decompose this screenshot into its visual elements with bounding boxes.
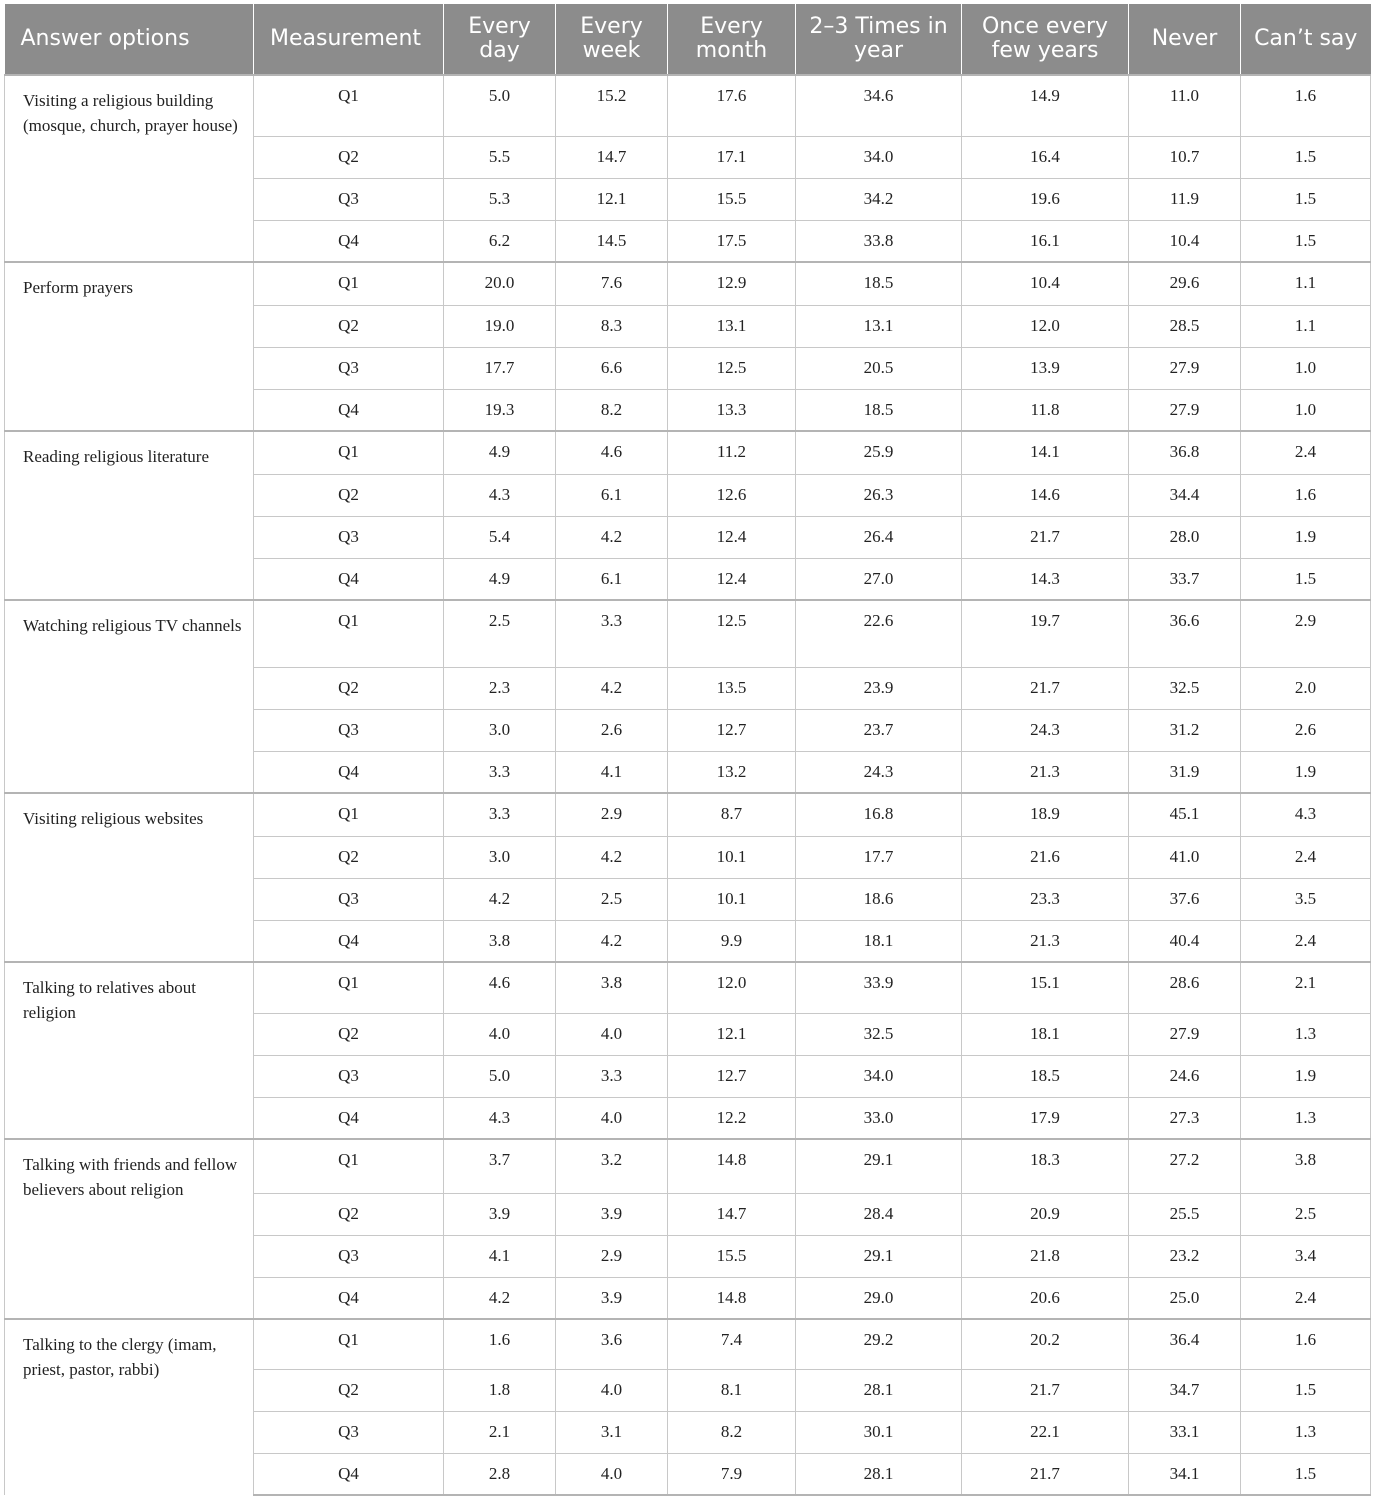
value-cell: 24.6 — [1129, 1055, 1241, 1097]
value-cell: 4.0 — [556, 1013, 668, 1055]
value-cell: 34.0 — [796, 136, 962, 178]
value-cell: 29.0 — [796, 1277, 962, 1319]
measurement-cell: Q3 — [254, 516, 444, 558]
value-cell: 1.6 — [1241, 75, 1371, 136]
value-cell: 4.2 — [556, 516, 668, 558]
measurement-cell: Q3 — [254, 1235, 444, 1277]
value-cell: 2.5 — [1241, 1193, 1371, 1235]
header-cant-say: Can’t say — [1241, 4, 1371, 75]
value-cell: 14.3 — [962, 558, 1129, 600]
value-cell: 10.7 — [1129, 136, 1241, 178]
value-cell: 20.5 — [796, 347, 962, 389]
value-cell: 15.5 — [668, 178, 796, 220]
value-cell: 14.7 — [556, 136, 668, 178]
value-cell: 7.9 — [668, 1453, 796, 1495]
table-row — [5, 262, 1371, 305]
measurement-cell: Q1 — [254, 793, 444, 836]
value-cell: 21.7 — [962, 667, 1129, 709]
value-cell: 16.8 — [796, 793, 962, 836]
table-row — [5, 962, 1371, 1013]
header-every-week: Every week — [556, 4, 668, 75]
value-cell: 3.2 — [556, 1139, 668, 1193]
value-cell: 40.4 — [1129, 920, 1241, 962]
value-cell: 1.9 — [1241, 516, 1371, 558]
value-cell: 2.6 — [1241, 709, 1371, 751]
value-cell: 18.6 — [796, 878, 962, 920]
value-cell: 17.7 — [796, 836, 962, 878]
value-cell: 28.0 — [1129, 516, 1241, 558]
value-cell: 8.7 — [668, 793, 796, 836]
header-row — [5, 4, 1371, 75]
value-cell: 12.4 — [668, 558, 796, 600]
measurement-cell: Q2 — [254, 1369, 444, 1411]
value-cell: 28.1 — [796, 1453, 962, 1495]
value-cell: 10.4 — [1129, 220, 1241, 262]
value-cell: 28.5 — [1129, 305, 1241, 347]
value-cell: 1.0 — [1241, 389, 1371, 431]
table-row — [5, 1319, 1371, 1369]
value-cell: 12.4 — [668, 516, 796, 558]
value-cell: 12.0 — [668, 962, 796, 1013]
value-cell: 4.0 — [556, 1453, 668, 1495]
value-cell: 2.4 — [1241, 920, 1371, 962]
value-cell: 4.9 — [444, 431, 556, 474]
measurement-cell: Q4 — [254, 751, 444, 793]
value-cell: 20.0 — [444, 262, 556, 305]
answer-option-label: Talking with friends and fellow believers about religion — [5, 1139, 254, 1319]
answer-option-label: Talking to the clergy (imam, priest, pastor, rabbi) — [5, 1319, 254, 1495]
value-cell: 1.6 — [1241, 474, 1371, 516]
value-cell: 12.0 — [962, 305, 1129, 347]
value-cell: 3.3 — [556, 600, 668, 667]
value-cell: 18.1 — [796, 920, 962, 962]
value-cell: 3.7 — [444, 1139, 556, 1193]
value-cell: 25.0 — [1129, 1277, 1241, 1319]
value-cell: 25.9 — [796, 431, 962, 474]
value-cell: 12.5 — [668, 600, 796, 667]
header-once-every-few-years: Once every few years — [962, 4, 1129, 75]
value-cell: 26.4 — [796, 516, 962, 558]
table-row — [5, 75, 1371, 136]
value-cell: 18.1 — [962, 1013, 1129, 1055]
value-cell: 12.6 — [668, 474, 796, 516]
value-cell: 17.5 — [668, 220, 796, 262]
value-cell: 18.9 — [962, 793, 1129, 836]
value-cell: 3.1 — [556, 1411, 668, 1453]
measurement-cell: Q4 — [254, 1097, 444, 1139]
value-cell: 29.6 — [1129, 262, 1241, 305]
value-cell: 1.6 — [444, 1319, 556, 1369]
value-cell: 6.6 — [556, 347, 668, 389]
value-cell: 6.2 — [444, 220, 556, 262]
value-cell: 4.2 — [556, 920, 668, 962]
value-cell: 3.9 — [556, 1193, 668, 1235]
value-cell: 13.2 — [668, 751, 796, 793]
value-cell: 21.7 — [962, 1453, 1129, 1495]
value-cell: 1.6 — [1241, 1319, 1371, 1369]
value-cell: 23.7 — [796, 709, 962, 751]
value-cell: 3.8 — [444, 920, 556, 962]
value-cell: 14.8 — [668, 1277, 796, 1319]
value-cell: 4.1 — [444, 1235, 556, 1277]
value-cell: 4.3 — [444, 474, 556, 516]
value-cell: 13.1 — [796, 305, 962, 347]
value-cell: 20.9 — [962, 1193, 1129, 1235]
value-cell: 30.1 — [796, 1411, 962, 1453]
value-cell: 1.3 — [1241, 1013, 1371, 1055]
value-cell: 33.7 — [1129, 558, 1241, 600]
value-cell: 20.2 — [962, 1319, 1129, 1369]
value-cell: 23.9 — [796, 667, 962, 709]
value-cell: 17.1 — [668, 136, 796, 178]
measurement-cell: Q3 — [254, 878, 444, 920]
value-cell: 4.0 — [556, 1369, 668, 1411]
value-cell: 21.7 — [962, 1369, 1129, 1411]
value-cell: 27.9 — [1129, 1013, 1241, 1055]
measurement-cell: Q2 — [254, 1013, 444, 1055]
value-cell: 13.5 — [668, 667, 796, 709]
value-cell: 4.0 — [556, 1097, 668, 1139]
value-cell: 27.9 — [1129, 347, 1241, 389]
value-cell: 20.6 — [962, 1277, 1129, 1319]
value-cell: 33.0 — [796, 1097, 962, 1139]
value-cell: 3.8 — [556, 962, 668, 1013]
table-row — [5, 793, 1371, 836]
value-cell: 2.1 — [444, 1411, 556, 1453]
value-cell: 1.0 — [1241, 347, 1371, 389]
value-cell: 3.0 — [444, 836, 556, 878]
value-cell: 4.9 — [444, 558, 556, 600]
table-row — [5, 431, 1371, 474]
value-cell: 5.3 — [444, 178, 556, 220]
value-cell: 18.5 — [962, 1055, 1129, 1097]
measurement-cell: Q3 — [254, 1055, 444, 1097]
value-cell: 13.3 — [668, 389, 796, 431]
value-cell: 34.2 — [796, 178, 962, 220]
value-cell: 1.5 — [1241, 1369, 1371, 1411]
value-cell: 17.9 — [962, 1097, 1129, 1139]
value-cell: 22.6 — [796, 600, 962, 667]
value-cell: 2.8 — [444, 1453, 556, 1495]
answer-option-label: Perform prayers — [5, 262, 254, 431]
value-cell: 31.9 — [1129, 751, 1241, 793]
value-cell: 3.6 — [556, 1319, 668, 1369]
value-cell: 21.3 — [962, 920, 1129, 962]
value-cell: 4.2 — [556, 667, 668, 709]
value-cell: 1.5 — [1241, 1453, 1371, 1495]
value-cell: 8.2 — [668, 1411, 796, 1453]
value-cell: 3.9 — [444, 1193, 556, 1235]
measurement-cell: Q2 — [254, 136, 444, 178]
measurement-cell: Q2 — [254, 667, 444, 709]
value-cell: 32.5 — [796, 1013, 962, 1055]
value-cell: 19.6 — [962, 178, 1129, 220]
value-cell: 22.1 — [962, 1411, 1129, 1453]
value-cell: 18.3 — [962, 1139, 1129, 1193]
value-cell: 2.9 — [556, 793, 668, 836]
value-cell: 2.5 — [444, 600, 556, 667]
value-cell: 4.1 — [556, 751, 668, 793]
measurement-cell: Q1 — [254, 262, 444, 305]
value-cell: 24.3 — [796, 751, 962, 793]
header-2-3-times-in-year: 2–3 Times in year — [796, 4, 962, 75]
value-cell: 3.3 — [556, 1055, 668, 1097]
value-cell: 11.2 — [668, 431, 796, 474]
value-cell: 2.0 — [1241, 667, 1371, 709]
value-cell: 8.3 — [556, 305, 668, 347]
value-cell: 4.6 — [556, 431, 668, 474]
value-cell: 14.6 — [962, 474, 1129, 516]
value-cell: 1.5 — [1241, 220, 1371, 262]
measurement-cell: Q3 — [254, 709, 444, 751]
value-cell: 5.5 — [444, 136, 556, 178]
value-cell: 12.1 — [556, 178, 668, 220]
value-cell: 34.0 — [796, 1055, 962, 1097]
value-cell: 2.3 — [444, 667, 556, 709]
value-cell: 14.8 — [668, 1139, 796, 1193]
value-cell: 8.1 — [668, 1369, 796, 1411]
value-cell: 33.1 — [1129, 1411, 1241, 1453]
measurement-cell: Q4 — [254, 920, 444, 962]
value-cell: 18.5 — [796, 262, 962, 305]
measurement-cell: Q4 — [254, 220, 444, 262]
value-cell: 4.6 — [444, 962, 556, 1013]
value-cell: 12.1 — [668, 1013, 796, 1055]
value-cell: 4.2 — [444, 878, 556, 920]
value-cell: 18.5 — [796, 389, 962, 431]
value-cell: 19.0 — [444, 305, 556, 347]
value-cell: 23.2 — [1129, 1235, 1241, 1277]
value-cell: 5.4 — [444, 516, 556, 558]
value-cell: 34.1 — [1129, 1453, 1241, 1495]
value-cell: 25.5 — [1129, 1193, 1241, 1235]
value-cell: 34.7 — [1129, 1369, 1241, 1411]
value-cell: 36.4 — [1129, 1319, 1241, 1369]
value-cell: 10.1 — [668, 878, 796, 920]
measurement-cell: Q1 — [254, 962, 444, 1013]
measurement-cell: Q1 — [254, 1139, 444, 1193]
measurement-cell: Q4 — [254, 1277, 444, 1319]
value-cell: 4.3 — [1241, 793, 1371, 836]
measurement-cell: Q1 — [254, 75, 444, 136]
value-cell: 3.8 — [1241, 1139, 1371, 1193]
answer-option-label: Talking to relatives about religion — [5, 962, 254, 1139]
value-cell: 21.7 — [962, 516, 1129, 558]
value-cell: 10.1 — [668, 836, 796, 878]
measurement-cell: Q2 — [254, 836, 444, 878]
value-cell: 27.9 — [1129, 389, 1241, 431]
value-cell: 27.2 — [1129, 1139, 1241, 1193]
value-cell: 34.6 — [796, 75, 962, 136]
value-cell: 13.1 — [668, 305, 796, 347]
value-cell: 2.5 — [556, 878, 668, 920]
value-cell: 28.1 — [796, 1369, 962, 1411]
value-cell: 12.7 — [668, 709, 796, 751]
value-cell: 9.9 — [668, 920, 796, 962]
measurement-cell: Q1 — [254, 1319, 444, 1369]
value-cell: 37.6 — [1129, 878, 1241, 920]
value-cell: 3.5 — [1241, 878, 1371, 920]
header-never: Never — [1129, 4, 1241, 75]
answer-option-label: Visiting a religious building (mosque, church, prayer house) — [5, 75, 254, 262]
value-cell: 19.7 — [962, 600, 1129, 667]
measurement-cell: Q1 — [254, 431, 444, 474]
measurement-cell: Q2 — [254, 1193, 444, 1235]
value-cell: 14.1 — [962, 431, 1129, 474]
value-cell: 21.6 — [962, 836, 1129, 878]
value-cell: 15.2 — [556, 75, 668, 136]
measurement-cell: Q3 — [254, 1411, 444, 1453]
value-cell: 23.3 — [962, 878, 1129, 920]
value-cell: 34.4 — [1129, 474, 1241, 516]
value-cell: 17.6 — [668, 75, 796, 136]
value-cell: 21.8 — [962, 1235, 1129, 1277]
value-cell: 2.4 — [1241, 1277, 1371, 1319]
value-cell: 2.9 — [1241, 600, 1371, 667]
value-cell: 1.5 — [1241, 558, 1371, 600]
value-cell: 17.7 — [444, 347, 556, 389]
value-cell: 1.1 — [1241, 262, 1371, 305]
value-cell: 7.6 — [556, 262, 668, 305]
value-cell: 2.1 — [1241, 962, 1371, 1013]
value-cell: 16.4 — [962, 136, 1129, 178]
table-body — [5, 75, 1371, 1495]
value-cell: 14.9 — [962, 75, 1129, 136]
value-cell: 15.1 — [962, 962, 1129, 1013]
value-cell: 11.9 — [1129, 178, 1241, 220]
value-cell: 2.9 — [556, 1235, 668, 1277]
value-cell: 6.1 — [556, 558, 668, 600]
value-cell: 29.1 — [796, 1139, 962, 1193]
value-cell: 33.9 — [796, 962, 962, 1013]
measurement-cell: Q4 — [254, 389, 444, 431]
value-cell: 3.4 — [1241, 1235, 1371, 1277]
value-cell: 2.4 — [1241, 836, 1371, 878]
value-cell: 1.9 — [1241, 1055, 1371, 1097]
value-cell: 19.3 — [444, 389, 556, 431]
measurement-cell: Q4 — [254, 1453, 444, 1495]
value-cell: 32.5 — [1129, 667, 1241, 709]
value-cell: 3.3 — [444, 793, 556, 836]
header-every-day: Every day — [444, 4, 556, 75]
value-cell: 21.3 — [962, 751, 1129, 793]
measurement-cell: Q4 — [254, 558, 444, 600]
measurement-cell: Q3 — [254, 178, 444, 220]
value-cell: 13.9 — [962, 347, 1129, 389]
value-cell: 1.3 — [1241, 1097, 1371, 1139]
measurement-cell: Q2 — [254, 474, 444, 516]
value-cell: 1.5 — [1241, 136, 1371, 178]
value-cell: 31.2 — [1129, 709, 1241, 751]
answer-option-label: Visiting religious websites — [5, 793, 254, 962]
value-cell: 11.0 — [1129, 75, 1241, 136]
value-cell: 2.6 — [556, 709, 668, 751]
header-answer-options: Answer options — [5, 4, 254, 75]
value-cell: 27.0 — [796, 558, 962, 600]
value-cell: 4.0 — [444, 1013, 556, 1055]
value-cell: 26.3 — [796, 474, 962, 516]
value-cell: 1.8 — [444, 1369, 556, 1411]
value-cell: 12.9 — [668, 262, 796, 305]
value-cell: 8.2 — [556, 389, 668, 431]
measurement-cell: Q1 — [254, 600, 444, 667]
table-row — [5, 1139, 1371, 1193]
value-cell: 5.0 — [444, 1055, 556, 1097]
value-cell: 15.5 — [668, 1235, 796, 1277]
value-cell: 12.5 — [668, 347, 796, 389]
value-cell: 29.1 — [796, 1235, 962, 1277]
value-cell: 14.5 — [556, 220, 668, 262]
value-cell: 7.4 — [668, 1319, 796, 1369]
value-cell: 3.3 — [444, 751, 556, 793]
table-row — [5, 600, 1371, 667]
value-cell: 3.9 — [556, 1277, 668, 1319]
value-cell: 36.8 — [1129, 431, 1241, 474]
value-cell: 1.3 — [1241, 1411, 1371, 1453]
value-cell: 28.4 — [796, 1193, 962, 1235]
value-cell: 41.0 — [1129, 836, 1241, 878]
answer-option-label: Watching religious TV channels — [5, 600, 254, 793]
value-cell: 36.6 — [1129, 600, 1241, 667]
value-cell: 29.2 — [796, 1319, 962, 1369]
value-cell: 16.1 — [962, 220, 1129, 262]
value-cell: 4.3 — [444, 1097, 556, 1139]
value-cell: 3.0 — [444, 709, 556, 751]
value-cell: 14.7 — [668, 1193, 796, 1235]
value-cell: 1.5 — [1241, 178, 1371, 220]
value-cell: 45.1 — [1129, 793, 1241, 836]
value-cell: 28.6 — [1129, 962, 1241, 1013]
value-cell: 33.8 — [796, 220, 962, 262]
value-cell: 27.3 — [1129, 1097, 1241, 1139]
measurement-cell: Q2 — [254, 305, 444, 347]
value-cell: 11.8 — [962, 389, 1129, 431]
value-cell: 24.3 — [962, 709, 1129, 751]
value-cell: 4.2 — [556, 836, 668, 878]
header-measurement: Measurement — [254, 4, 444, 75]
value-cell: 5.0 — [444, 75, 556, 136]
value-cell: 1.9 — [1241, 751, 1371, 793]
measurement-cell: Q3 — [254, 347, 444, 389]
header-every-month: Every month — [668, 4, 796, 75]
value-cell: 2.4 — [1241, 431, 1371, 474]
frequency-table — [4, 4, 1371, 1496]
value-cell: 6.1 — [556, 474, 668, 516]
value-cell: 12.7 — [668, 1055, 796, 1097]
value-cell: 1.1 — [1241, 305, 1371, 347]
value-cell: 4.2 — [444, 1277, 556, 1319]
answer-option-label: Reading religious literature — [5, 431, 254, 600]
value-cell: 10.4 — [962, 262, 1129, 305]
value-cell: 12.2 — [668, 1097, 796, 1139]
